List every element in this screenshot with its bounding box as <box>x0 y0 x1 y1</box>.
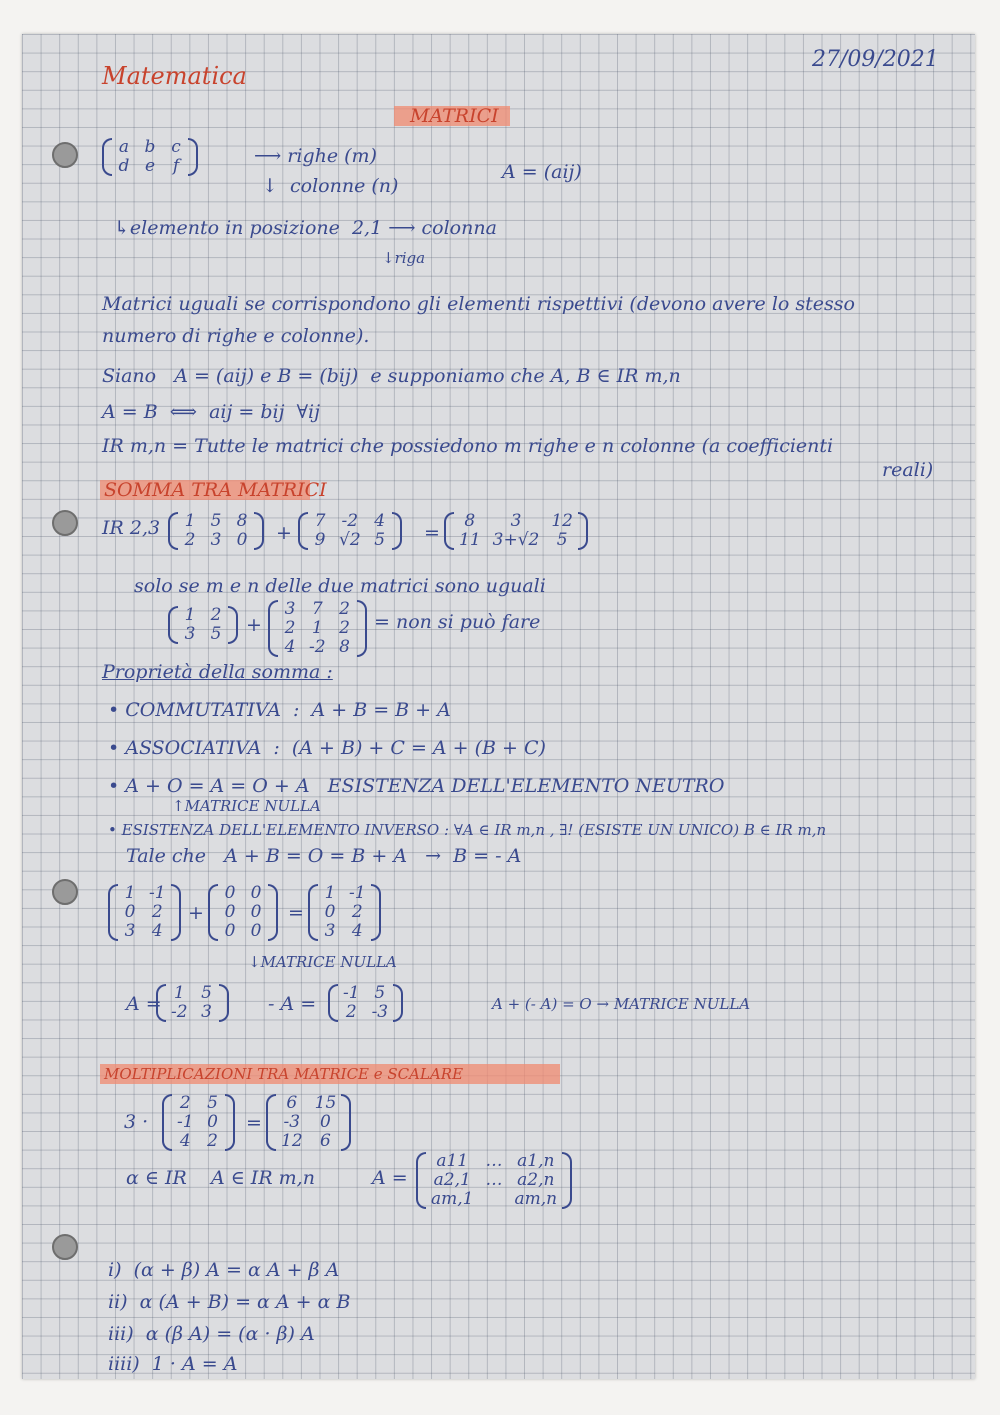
matrix-cell: 0 <box>320 1112 331 1132</box>
matrix-cell: 7 <box>314 511 326 531</box>
inverse-equation: A + (- A) = O → MATRICE NULLA <box>492 995 751 1013</box>
matrix-cell: … <box>485 1170 503 1190</box>
matrix-cell: e <box>144 156 156 176</box>
null-matrix-label: ↓MATRICE NULLA <box>248 953 397 971</box>
matrix-cell: 0 <box>236 530 248 550</box>
matrix-cell: 0 <box>224 921 236 941</box>
matrix-cell: -2 <box>341 511 359 531</box>
matrix-cell: 12 <box>281 1131 303 1151</box>
text-line: Siano A = (aij) e B = (bij) e supponiamo che A, B ∈ IR m,n <box>102 365 681 387</box>
matrix-cell: 8 <box>236 511 248 531</box>
text-line: = non si può fare <box>374 611 541 633</box>
matrix-cell <box>485 1190 502 1209</box>
element-label: ↳elemento in posizione 2,1 ⟶ colonna <box>114 217 497 239</box>
space-label: IR 2,3 <box>102 517 161 539</box>
matrix-cell: 0 <box>207 1112 218 1132</box>
matrix-cell: 2 <box>339 618 350 638</box>
rows-label: ⟶ righe (m) <box>254 145 377 167</box>
matrix-cell: 2 <box>345 1002 357 1022</box>
matrix-cell: 0 <box>250 921 262 941</box>
binder-hole <box>52 879 78 905</box>
scalar-rule: iiii) 1 · A = A <box>108 1353 238 1375</box>
equals-sign: = <box>424 522 440 544</box>
matrix-cell: 3 <box>210 530 222 550</box>
matrix-cell: 8 <box>339 637 350 657</box>
text-line: Matrici uguali se corrispondono gli elementi rispettivi (devono avere lo stesso <box>102 293 855 315</box>
matrix-cell: a2,1 <box>433 1170 471 1190</box>
inverse-matrix-1 <box>108 884 181 941</box>
text-line: solo se m e n delle due matrici sono uguali <box>134 575 546 597</box>
matrix-cell: 5 <box>210 624 222 644</box>
matrix-cell: 5 <box>210 511 222 531</box>
notebook-page <box>22 34 975 1379</box>
subject-title: Matematica <box>102 62 247 90</box>
scalar-matrix-1 <box>162 1094 235 1151</box>
a-matrix <box>156 984 229 1022</box>
matrix-cell: 1 <box>124 883 136 903</box>
scalar-rule: iii) α (β A) = (α · β) A <box>108 1323 315 1345</box>
matrix-cell: 7 <box>311 599 323 619</box>
matrix-cell: 2 <box>351 902 363 922</box>
property-line: • ESISTENZA DELL'ELEMENTO INVERSO : ∀A ∈ IR m,n , ∃! (ESISTE UN UNICO) B ∈ IR m,n <box>108 821 827 839</box>
matrix-cell: 3 <box>201 1002 212 1022</box>
matrix-cell: 11 <box>459 530 481 550</box>
matrix-cell: a2,n <box>517 1170 555 1190</box>
matrix-cell: 4 <box>151 921 163 941</box>
matrix-cell: 2 <box>179 1093 191 1113</box>
matrix-cell: 6 <box>320 1131 331 1151</box>
matrix-cell: 3 <box>510 511 522 531</box>
matrix-cell: 6 <box>286 1093 298 1113</box>
matrix-cell: 8 <box>464 511 476 531</box>
matrix-cell: am,n <box>514 1189 558 1209</box>
matrix-cell: f <box>172 156 180 176</box>
matrix-cell: c <box>171 137 181 157</box>
sum-matrix-1 <box>168 512 264 550</box>
general-a-label: A = <box>372 1167 408 1189</box>
equals-sign: = <box>246 1112 262 1134</box>
matrix-cell: a1,n <box>517 1151 555 1171</box>
scalar-domain: α ∈ IR A ∈ IR m,n <box>126 1167 315 1189</box>
plus-sign: + <box>276 522 292 544</box>
matrix-cell: 5 <box>374 530 386 550</box>
matrix-cell: 2 <box>210 605 222 625</box>
property-line: Tale che A + B = O = B + A → B = - A <box>126 845 522 867</box>
matrix-cell: 5 <box>207 1093 218 1113</box>
matrix-definition: A = (aij) <box>502 161 582 183</box>
neg-a-matrix <box>328 984 403 1022</box>
matrix-cell: 5 <box>374 983 386 1003</box>
matrix-cell: 5 <box>201 983 212 1003</box>
text-line: reali) <box>882 459 934 481</box>
matrix-cell: b <box>144 137 156 157</box>
property-note: ↑MATRICE NULLA <box>172 797 321 815</box>
date: 27/09/2021 <box>812 47 939 72</box>
binder-hole <box>52 510 78 536</box>
section-title-scalar: MOLTIPLICAZIONI TRA MATRICE e SCALARE <box>104 1065 464 1083</box>
matrix-cell: 3 <box>184 624 196 644</box>
neg-a-label: - A = <box>268 993 317 1015</box>
property-line: • A + O = A = O + A ESISTENZA DELL'ELEMENTO NEUTRO <box>108 775 725 797</box>
plus-sign: + <box>246 614 262 636</box>
row-note: ↓riga <box>382 249 426 267</box>
sum-matrix-2 <box>298 512 402 550</box>
topic-title: MATRICI <box>410 105 499 127</box>
matrix-cell: -3 <box>371 1002 389 1022</box>
matrix-cell: 5 <box>556 530 568 550</box>
matrix-cell: 4 <box>374 511 386 531</box>
a-label: A = <box>126 993 162 1015</box>
matrix-cell: 3 <box>284 599 296 619</box>
matrix-cell: 2 <box>151 902 163 922</box>
matrix-cell: -1 <box>343 983 360 1003</box>
sum-matrix-5 <box>268 600 367 657</box>
matrix-cell: 2 <box>184 530 196 550</box>
matrix-cell: d <box>118 156 130 176</box>
property-line: • ASSOCIATIVA : (A + B) + C = A + (B + C) <box>108 737 546 759</box>
scalar-rule: ii) α (A + B) = α A + α B <box>108 1291 351 1313</box>
matrix-cell: -3 <box>283 1112 301 1132</box>
matrix-cell: 1 <box>184 605 196 625</box>
matrix-cell: 3+√2 <box>492 530 540 550</box>
matrix-cell: … <box>485 1151 503 1171</box>
sum-matrix-4 <box>168 606 238 644</box>
matrix-cell: 1 <box>173 983 185 1003</box>
matrix-cell: 1 <box>184 511 196 531</box>
matrix-cell: -1 <box>349 883 366 903</box>
binder-hole <box>52 1234 78 1260</box>
matrix-cell: 4 <box>284 637 296 657</box>
matrix-cell: 3 <box>324 921 336 941</box>
matrix-cell: am,1 <box>431 1189 474 1209</box>
matrix-cell: 1 <box>324 883 336 903</box>
matrix-cell: 1 <box>311 618 323 638</box>
intro-matrix <box>102 138 198 176</box>
matrix-cell: 3 <box>124 921 136 941</box>
matrix-cell: 0 <box>224 902 236 922</box>
matrix-cell: a <box>118 137 130 157</box>
plus-sign: + <box>188 902 204 924</box>
matrix-cell: -2 <box>171 1002 188 1022</box>
scalar-matrix-2 <box>266 1094 351 1151</box>
cols-label: ↓ colonne (n) <box>262 175 399 197</box>
sum-matrix-3 <box>444 512 588 550</box>
matrix-cell: 2 <box>284 618 296 638</box>
matrix-cell: -1 <box>177 1112 194 1132</box>
binder-hole <box>52 142 78 168</box>
matrix-cell: 2 <box>207 1131 218 1151</box>
matrix-cell: 12 <box>551 511 573 531</box>
matrix-cell: -2 <box>309 637 326 657</box>
matrix-cell: 15 <box>314 1093 337 1113</box>
matrix-cell: 0 <box>124 902 136 922</box>
matrix-cell: 4 <box>179 1131 191 1151</box>
matrix-cell: 0 <box>250 902 262 922</box>
matrix-cell: √2 <box>339 530 361 550</box>
matrix-cell: 4 <box>351 921 363 941</box>
matrix-cell: 9 <box>314 530 326 550</box>
matrix-cell: -1 <box>149 883 166 903</box>
equals-sign: = <box>288 902 304 924</box>
inverse-matrix-2 <box>208 884 278 941</box>
matrix-cell: 0 <box>224 883 236 903</box>
text-line: A = B ⟺ aij = bij ∀ij <box>102 401 321 423</box>
text-line: IR m,n = Tutte le matrici che possiedono m righe e n colonne (a coefficienti <box>102 435 834 457</box>
property-line: • COMMUTATIVA : A + B = B + A <box>108 699 451 721</box>
matrix-cell: a11 <box>436 1151 469 1171</box>
scalar-factor: 3 · <box>124 1111 149 1133</box>
text-line: numero di righe e colonne). <box>102 325 370 347</box>
inverse-matrix-3 <box>308 884 381 941</box>
matrix-cell: 2 <box>339 599 350 619</box>
section-title-sum: SOMMA TRA MATRICI <box>104 479 327 501</box>
matrix-cell: 0 <box>250 883 262 903</box>
properties-title: Proprietà della somma : <box>102 661 333 683</box>
scalar-rule: i) (α + β) A = α A + β A <box>108 1259 340 1281</box>
general-matrix <box>416 1152 572 1209</box>
matrix-cell: 0 <box>324 902 336 922</box>
